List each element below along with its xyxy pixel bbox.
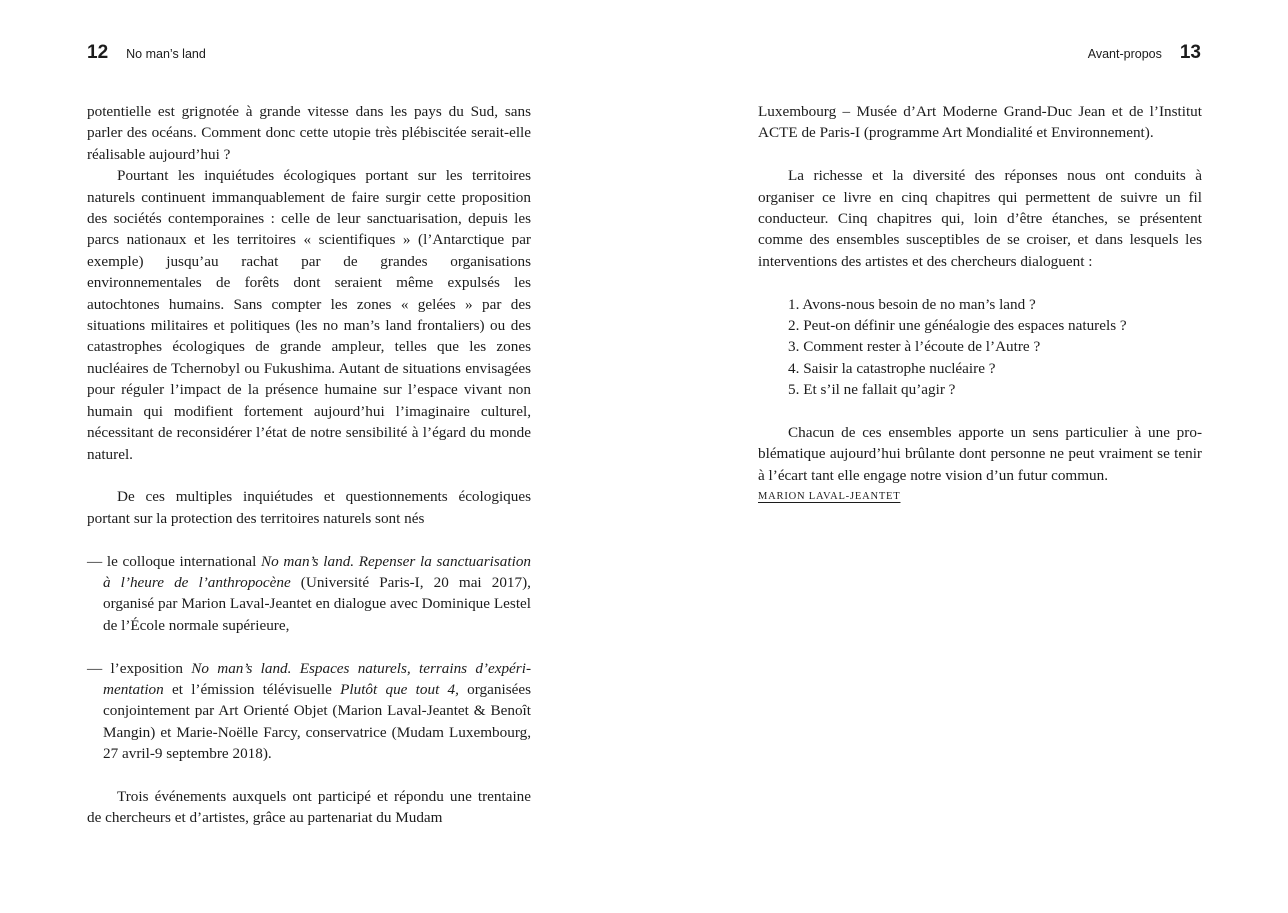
- chapter-item: 3. Comment rester à l’écoute de l’Autre ?: [788, 338, 1041, 356]
- left-paragraph-4: Trois événements auxquels ont participé et répondu une trentaine de chercheurs et d’artistes, grâce au partenariat du Mudam: [87, 787, 531, 827]
- right-paragraph-2: La richesse et la diversité des réponses nous ont conduits à organiser ce livre en cinq chapitres qui permettent de suivre un fil conducteur. Cinq chapitres qui, loin d’être étanches, se présentent comme des ensembles susceptibles de se croiser, et dans lesquels les interventions des artistes et des chercheurs dialoguent :: [758, 167, 1202, 270]
- left-running-head: [87, 42, 206, 66]
- left-running-title: No man’s land: [126, 47, 206, 61]
- left-page-number: 12: [87, 42, 109, 63]
- chapter-item: 1. Avons-nous besoin de no man’s land ?: [788, 295, 1036, 313]
- left-paragraph-1: potentielle est grignotée à grande vitesse dans les pays du Sud, sans parler des océans. Comment donc cette utopie très plébiscitée serait-elle réalisable aujourd’hui ?: [87, 103, 531, 163]
- chapter-item: 2. Peut-on définir une généalogie des espaces naturels ?: [788, 317, 1127, 335]
- right-paragraph-3: Chacun de ces ensembles apporte un sens particulier à une problématique aujourd’hui brûlante dont personne ne peut vraiment se tenir à l’écart tant elle engage notre vision d’un futur commun.: [758, 424, 1202, 484]
- right-page-body: [758, 101, 1202, 508]
- left-paragraph-3: De ces multiples inquiétudes et questionnements écologiques portant sur la protection des territoires naturels sont nés: [87, 488, 531, 527]
- right-page-number: 13: [1179, 42, 1201, 63]
- colloque-title: No man’s land. Repenser la sanctuarisation à l’heure de l’anthropocène: [103, 552, 532, 591]
- right-running-title: Avant-propos: [1087, 47, 1162, 61]
- exposition-title: No man’s land. Espaces naturels, terrains d’expérimentation: [103, 659, 531, 698]
- author-signature: MARION LAVAL-JEANTET: [758, 491, 901, 503]
- event-item-colloque: — le colloque international No man’s land. Repenser la sanctuarisation à l’heure de l’anthropocène (Université Paris-I, 20 mai 2017), organisé par Marion Laval-Jeantet en dialogue avec Dominique Lestel de l’École normale supérieure,: [87, 552, 532, 634]
- chapter-list: [758, 294, 1202, 401]
- left-paragraph-2: Pourtant les inquiétudes écologiques portant sur les territoires naturels continuent immanquablement de faire surgir cette proposition des sociétés contemporaines : celle de leur sanctuarisation, depuis les parcs nationaux et les territoires « scientifiques » (l’Antarctique par exemple) jusqu’au rachat par de grandes organisations environnementales de forêts dont seraient même expulsés les autochtones humains. Sans compter les zones « gelées » par des situations militaires et politiques (les no man’s land frontaliers) ou des catastrophes écologiques de grande ampleur, telles que les zones nucléaires de Tchernobyl ou Fukushima. Autant de situations envisagées pour réguler l’impact de la présence humaine sur l’espace vivant non humain qui modifient fortement aujourd’hui l’imaginaire culturel, nécessitant de reconsidérer l’état de notre sensibilité à l’égard du monde naturel.: [87, 167, 531, 463]
- emission-title: Plutôt que tout 4,: [340, 680, 459, 698]
- chapter-item: 5. Et s’il ne fallait qu’agir ?: [788, 381, 956, 399]
- right-running-head: [1088, 42, 1201, 66]
- chapter-item: 4. Saisir la catastrophe nucléaire ?: [788, 359, 996, 377]
- left-page-body: [87, 101, 531, 829]
- right-paragraph-1: Luxembourg – Musée d’Art Moderne Grand-Duc Jean et de l’Institut ACTE de Paris-I (programme Art Mondialité et Environnement).: [758, 103, 1202, 142]
- event-item-exposition: — l’exposition No man’s land. Espaces naturels, terrains d’expérimentation et l’émission télévisuelle Plutôt que tout 4, organisées conjointement par Art Orienté Objet (Marion Laval-Jeantet & Benoît Mangin) et Marie-Noëlle Farcy, conservatrice (Mudam Luxembourg, 27 avril-9 septembre 2018).: [87, 659, 531, 763]
